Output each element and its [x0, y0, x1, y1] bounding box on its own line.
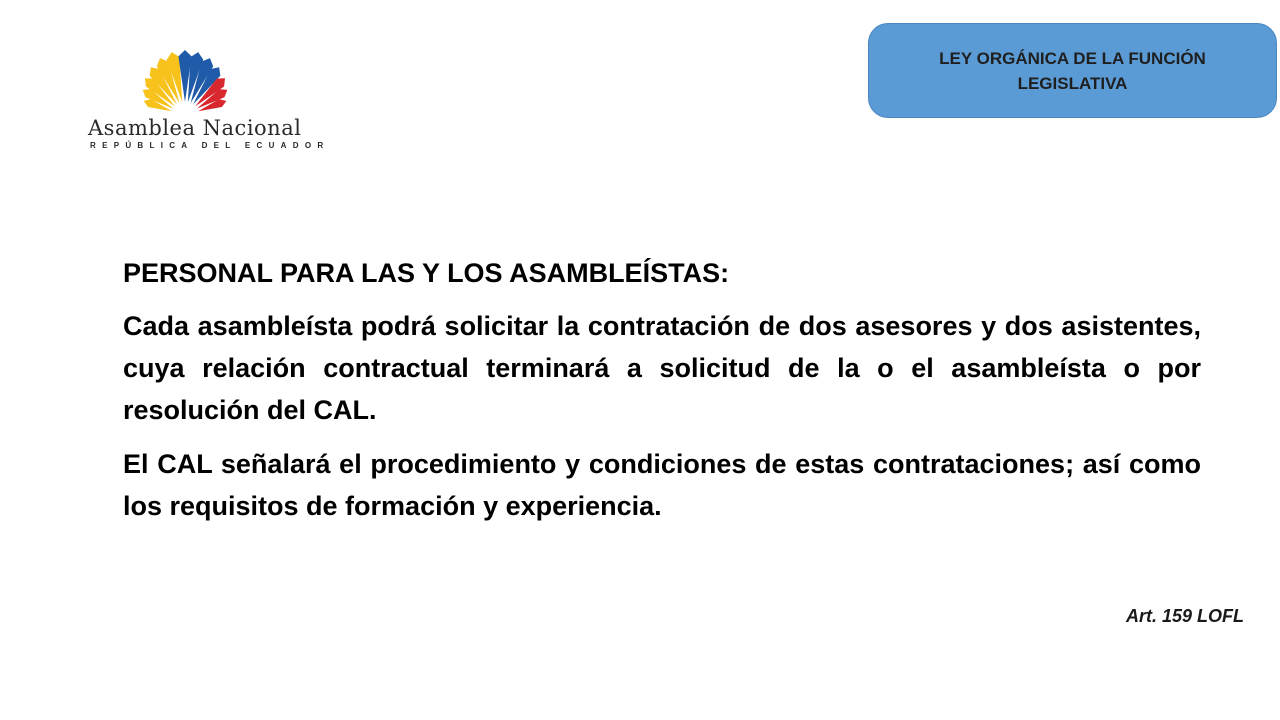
- logo-subtitle: REPÚBLICA DEL ECUADOR: [90, 141, 330, 150]
- paragraph-cal-procedure: El CAL señalará el procedimiento y condiciones de estas contrataciones; así como los requisitos de formación y experiencia.: [123, 449, 1201, 521]
- sunburst-emblem-icon: [80, 48, 310, 118]
- article-content: [123, 253, 1201, 539]
- section-heading: PERSONAL PARA LAS Y LOS ASAMBLEÍSTAS:: [123, 258, 730, 288]
- asamblea-nacional-logo: [80, 48, 330, 158]
- law-title-text: LEY ORGÁNICA DE LA FUNCIÓN LEGISLATIVA: [939, 48, 1206, 93]
- law-title-badge: [868, 23, 1277, 118]
- logo-name: Asamblea Nacional: [88, 116, 302, 140]
- paragraph-staff-hiring: Cada asambleísta podrá solicitar la contratación de dos asesores y dos asistentes, cuya relación contractual terminará a solicitud de la o el asambleísta o por resolución del CAL.: [123, 311, 1201, 425]
- article-citation: Art. 159 LOFL: [1125, 606, 1244, 626]
